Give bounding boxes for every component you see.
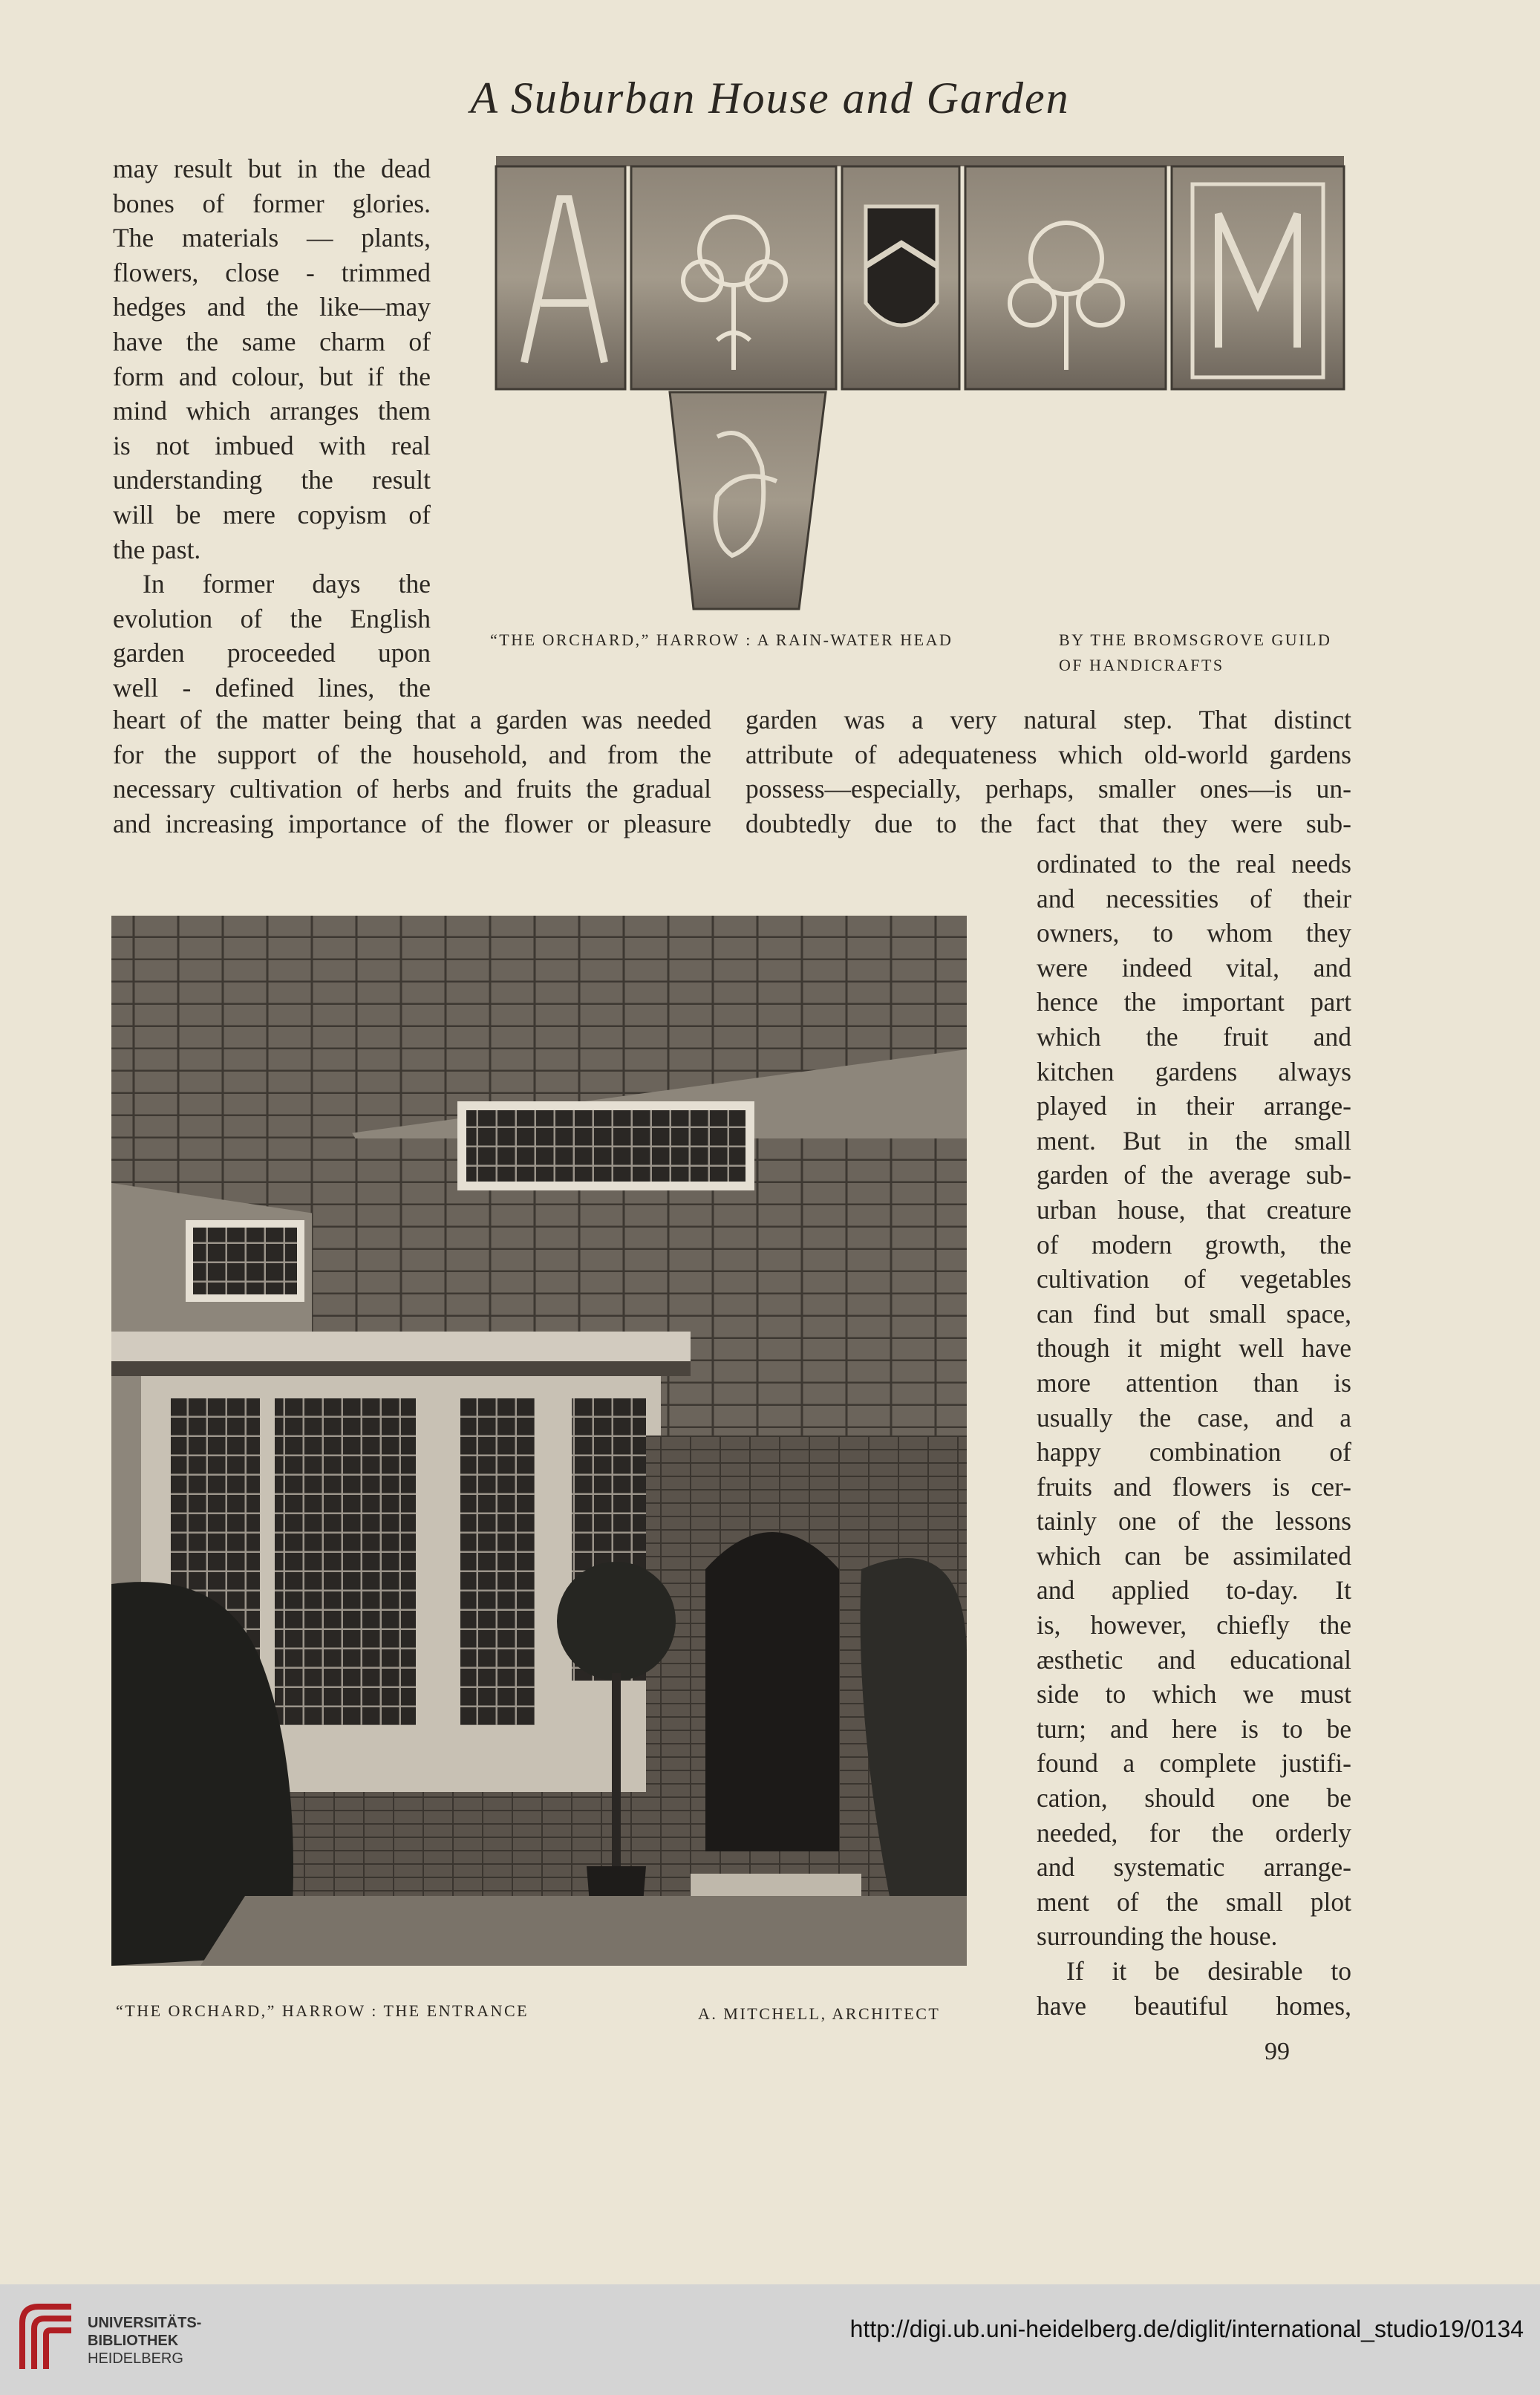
text-line: the past. [113, 534, 201, 564]
text-line: evolution of the English [113, 603, 431, 633]
text-line: side to which we must [1037, 1679, 1351, 1710]
text-line: attribute of adequateness which old-world gardens [745, 739, 1351, 769]
text-line: and systematic arrange- [1037, 1852, 1351, 1883]
caption-rain-water-head: “THE ORCHARD,” HARROW : A RAIN-WATER HEAD [490, 630, 953, 649]
text-line: urban house, that creature [1037, 1194, 1351, 1225]
text-line: for the support of the household, and from the [113, 739, 711, 769]
house-entrance-photo [111, 916, 967, 1966]
text-line: will be mere copyism of [113, 499, 431, 529]
text-line: ment of the small plot [1037, 1886, 1351, 1917]
text-line: turn; and here is to be [1037, 1713, 1351, 1744]
text-line: garden was a very natural step. That distinct [745, 705, 1351, 734]
text-line: fruits and flowers is cer- [1037, 1471, 1351, 1502]
text-line: happy combination of [1037, 1437, 1351, 1467]
text-line: of modern growth, the [1037, 1229, 1351, 1260]
text-line: bones of former glories. [113, 188, 431, 218]
rain-water-head-photo [495, 154, 1345, 622]
source-url[interactable]: http://digi.ub.uni-heidelberg.de/diglit/international_studio19/0134 [849, 2316, 1524, 2342]
text-column-right [1037, 847, 1351, 2023]
caption-bromsgrove-guild-1: BY THE BROMSGROVE GUILD [1059, 630, 1332, 649]
text-line: hedges and the like—may [113, 292, 431, 322]
text-line: have beautiful homes, [1037, 1990, 1351, 2021]
text-line: and increasing importance of the flower or pleasure [113, 808, 711, 838]
text-line: necessary cultivation of herbs and fruits the gradual [113, 774, 711, 804]
text-line: and necessities of their [1037, 883, 1351, 913]
text-line: were indeed vital, and [1037, 952, 1351, 983]
text-line: which the fruit and [1037, 1021, 1351, 1052]
text-line: needed, for the orderly [1037, 1817, 1351, 1848]
text-line: understanding the result [113, 465, 431, 495]
text-line: is, however, chiefly the [1037, 1610, 1351, 1640]
text-line: cultivation of vegetables [1037, 1264, 1351, 1294]
text-line: may result but in the dead [113, 154, 431, 183]
text-line: which can be assimilated [1037, 1540, 1351, 1571]
text-line: ordinated to the real needs [1037, 849, 1351, 879]
text-line: surrounding the house. [1037, 1921, 1278, 1952]
caption-architect: A. MITCHELL, ARCHITECT [698, 2004, 941, 2023]
text-line: In former days the [143, 569, 431, 599]
library-name: UNIVERSITÄTS- BIBLIOTHEK HEIDELBERG [88, 2315, 202, 2367]
text-line: more attention than is [1037, 1367, 1351, 1398]
text-line: well - defined lines, the [113, 672, 431, 703]
text-line: can find but small space, [1037, 1298, 1351, 1329]
text-column-mid-right [745, 703, 1351, 841]
caption-entrance: “THE ORCHARD,” HARROW : THE ENTRANCE [116, 2001, 529, 2020]
text-line: mind which arranges them [113, 396, 431, 426]
text-line: though it might well have [1037, 1333, 1351, 1363]
text-line: kitchen gardens always [1037, 1056, 1351, 1086]
text-line: possess—especially, perhaps, smaller ones—is un- [745, 774, 1351, 804]
library-logo-icon [16, 2301, 77, 2375]
text-line: æsthetic and educational [1037, 1644, 1351, 1675]
text-line: cation, should one be [1037, 1783, 1351, 1814]
text-line: hence the important part [1037, 987, 1351, 1017]
text-line: have the same charm of [113, 326, 431, 356]
running-title: A Suburban House and Garden [470, 74, 1070, 123]
text-line: tainly one of the lessons [1037, 1506, 1351, 1537]
text-line: garden proceeded upon [113, 638, 431, 668]
text-line: garden of the average sub- [1037, 1160, 1351, 1190]
text-line: The materials — plants, [113, 223, 431, 253]
text-line: flowers, close - trimmed [113, 257, 431, 287]
text-column-left-top [113, 151, 431, 706]
text-column-mid-left [113, 703, 711, 841]
caption-bromsgrove-guild-2: OF HANDICRAFTS [1059, 656, 1224, 674]
text-line: and applied to-day. It [1037, 1575, 1351, 1606]
text-line: form and colour, but if the [113, 361, 431, 391]
text-line: found a complete justifi- [1037, 1748, 1351, 1779]
text-line: is not imbued with real [113, 430, 431, 460]
text-line: If it be desirable to [1066, 1956, 1351, 1986]
text-line: owners, to whom they [1037, 918, 1351, 948]
text-line: ment. But in the small [1037, 1125, 1351, 1156]
text-line: heart of the matter being that a garden was needed [113, 705, 711, 734]
library-footer [0, 2284, 1540, 2395]
text-line: usually the case, and a [1037, 1402, 1351, 1433]
text-line: played in their arrange- [1037, 1091, 1351, 1121]
page-number: 99 [1265, 2038, 1290, 2065]
text-line: doubtedly due to the fact that they were sub- [745, 808, 1351, 838]
